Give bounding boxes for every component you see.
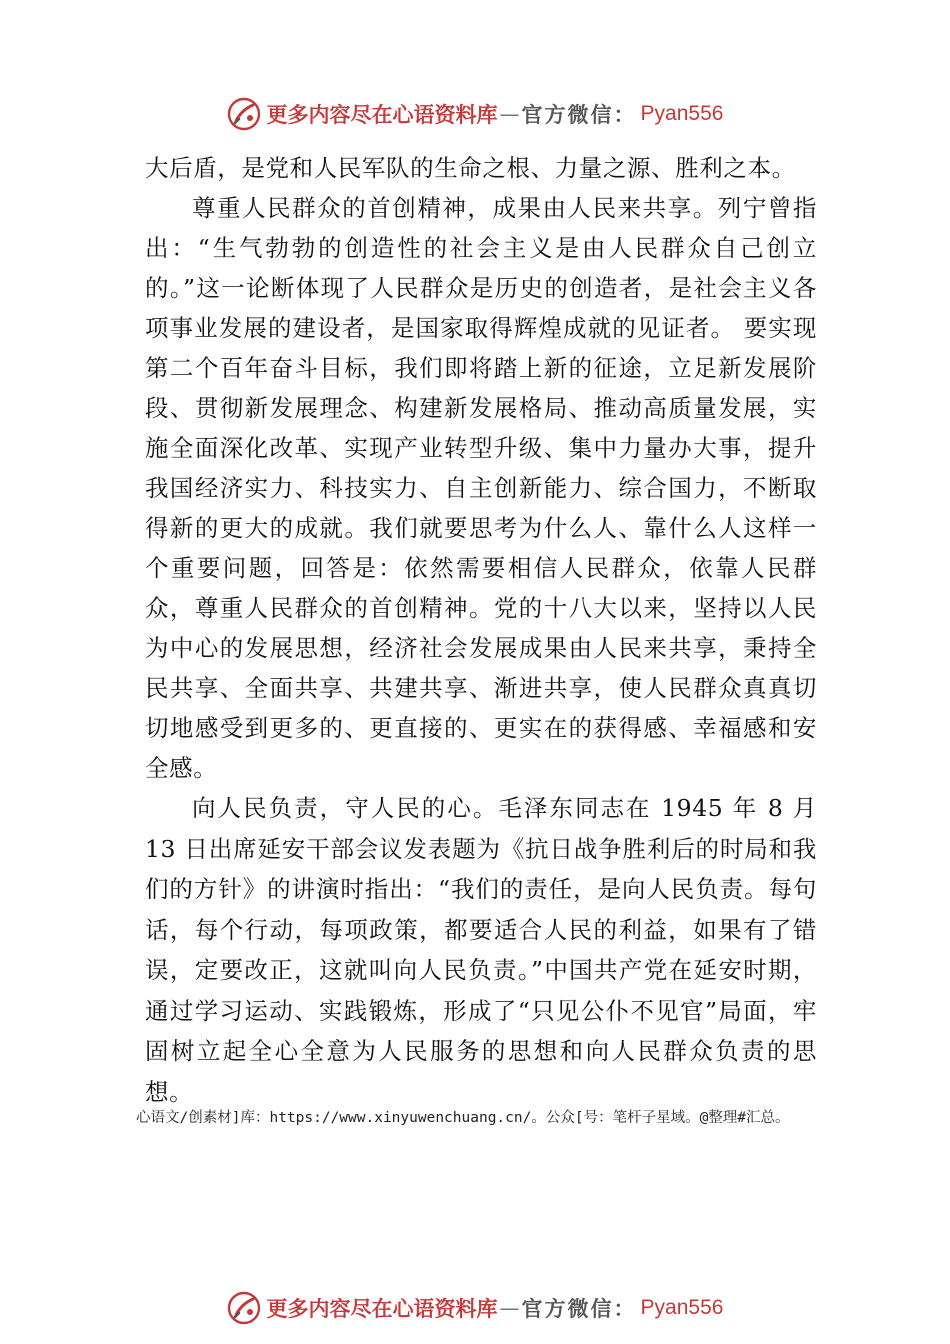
header-wechat-id: Pyan556 bbox=[640, 102, 724, 125]
header-official-label: 官方微信： bbox=[521, 102, 637, 127]
paragraph-1: 大后盾，是党和人民军队的生命之根、力量之源、胜利之本。 bbox=[145, 154, 796, 182]
footer-banner bbox=[0, 1286, 950, 1330]
brush-logo-icon bbox=[227, 97, 261, 131]
paragraph-2: 尊重人民群众的首创精神，成果由人民来共享。列宁曾指出：“生气勃勃的创造性的社会主义是由人民群众自己创立的。”这一论断体现了人民群众是历史的创造者，是社会主义各项事业发展的建设者，是国家取得辉煌成就的见证者。 要实现第二个百年奋斗目标，我们即将踏上新的征途，立足新发展阶段、贯彻新发展理念、构建新发展格局、推动高质量发展，实施全面深化改革、实现产业转型升级、集中力量办大事，提升我国经济实力、科技实力、自主创新能力、综合国力，不断取得新的更大的成就。我们就要思考为什么人、靠什么人这样一个重要问题，回答是：依然需要相信人民群众，依靠人民群众，尊重人民群众的首创精神。党的十八大以来，坚持以人民为中心的发展思想，经济社会发展成果由人民来共享，秉持全民共享、全面共享、共建共享、渐进共享，使人民群众真真切切地感受到更多的、更直接的、更实在的获得感、幸福感和安全感。 bbox=[145, 194, 817, 782]
header-brand-text: 更多内容尽在心语资料库 bbox=[266, 102, 498, 127]
brush-logo-icon bbox=[227, 1291, 261, 1325]
paragraph-3: 向人民负责，守人民的心。毛泽东同志在 1945 年 8 月 13 日出席延安干部会议发表题为《抗日战争胜利后的时局和我们的方针》的讲演时指出：“我们的责任，是向人民负责。每句话，每个行动，每项政策，都要适合人民的利益，如果有了错误，定要改正，这就叫向人民负责。”中国共产党在延安时期，通过学习运动、实践锻炼，形成了“只见公仆不见官”局面，牢固树立起全心全意为人民服务的思想和向人民群众负责的思想。 bbox=[145, 794, 817, 1106]
source-footnote: 心语文/创素材]库：https://www.xinyuwenchuang.cn/。公众[号：笔杆子星域。@整理#汇总。 bbox=[136, 1110, 790, 1126]
header-dash: — bbox=[499, 102, 520, 126]
article-body bbox=[145, 148, 817, 1112]
footer-dash: — bbox=[499, 1296, 520, 1320]
footer-wechat-id: Pyan556 bbox=[640, 1296, 724, 1319]
header-banner bbox=[0, 92, 950, 136]
footer-official-label: 官方微信： bbox=[521, 1296, 637, 1321]
footer-brand-text: 更多内容尽在心语资料库 bbox=[266, 1296, 498, 1321]
